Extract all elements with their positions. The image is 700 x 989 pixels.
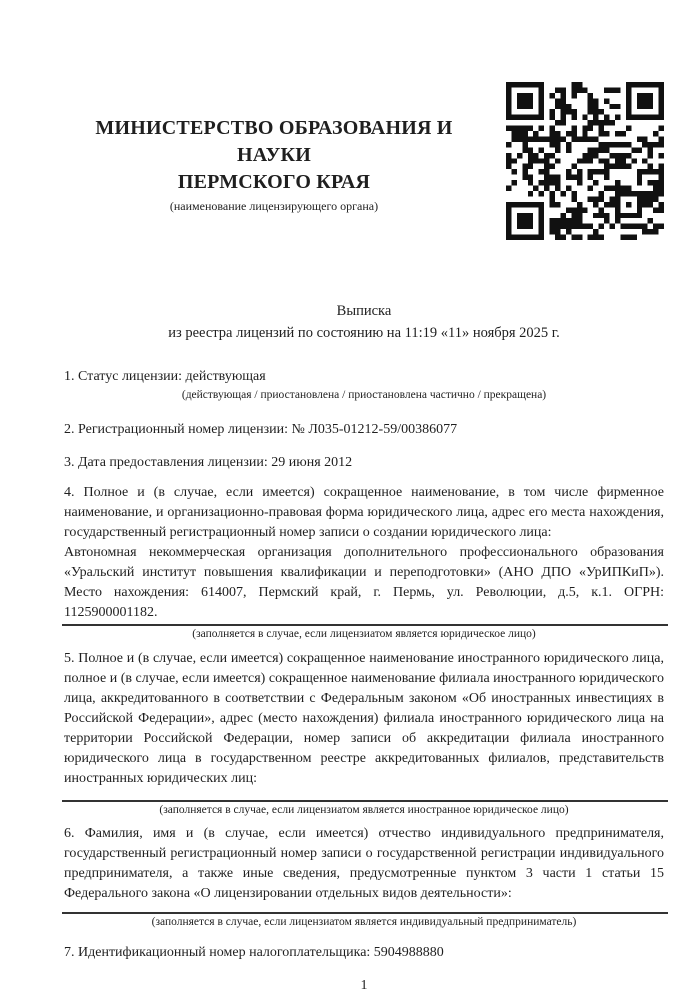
- item-6-entrepreneur-question: 6. Фамилия, имя и (в случае, если имеется) отчество индивидуального предпринимателя, государственный регистрационный номер записи о государственной регистрации индивидуального предпринимателя, а также иные сведения, предусмотренные пунктом 3 части 1 статьи 15 Федерального закона «О лицензировании отдельных видов деятельности»:: [64, 826, 664, 901]
- item-4-note: (заполняется в случае, если лицензиатом является юридическое лицо): [192, 628, 536, 640]
- item-1-license-status: 1. Статус лицензии: действующая: [64, 369, 266, 384]
- document-title-line2: из реестра лицензий по состоянию на 11:19 «11» ноября 2025 г.: [168, 325, 560, 341]
- authority-name-line2: ПЕРМСКОГО КРАЯ: [177, 170, 371, 193]
- item-2-registration-number: 2. Регистрационный номер лицензии: № Л035-01212-59/00386077: [64, 422, 458, 437]
- document-title: [64, 300, 664, 344]
- qr-code-icon: [506, 82, 664, 240]
- document-title-line1: Выписка: [336, 303, 392, 319]
- licensing-authority-block: [64, 115, 484, 214]
- item-4-legal-entity-answer: Автономная некоммерческая организация дополнительного профессионального образования «Уральский институт повышения квалификации и переподготовки» (АНО ДПО «УрИПКиП»). Место нахождения: 614007, Пермский край, г. Пермь, ул. Революции, д.5, к.1. ОГРН: 1125900001182.: [64, 545, 664, 620]
- item-5-foreign-entity-question: 5. Полное и (в случае, если имеется) сокращенное наименование иностранного юридического лица, полное и (в случае, если имеется) сокращенное наименование филиала иностранного юридического лица, аккредитованного в соответствии с Федеральным законом «Об иностранных инвестициях в Российской Федерации», адрес (место нахождения) филиала иностранного юридического лица на территории Российской Федерации, номер записи об аккредитации филиала иностранного юридического лица в государственном реестре аккредитованных филиалов, представительств иностранных юридических лиц:: [64, 651, 664, 786]
- authority-caption: (наименование лицензирующего органа): [169, 198, 379, 213]
- item-5-note: (заполняется в случае, если лицензиатом является иностранное юридическое лицо): [159, 804, 569, 816]
- document-header: [64, 82, 664, 240]
- item-7-taxpayer-id: 7. Идентификационный номер налогоплательщика: 5904988880: [64, 945, 444, 960]
- page-number: 1: [360, 978, 368, 989]
- item-4-legal-entity-question: 4. Полное и (в случае, если имеется) сокращенное наименование, в том числе фирменное наименование, и организационно-правовая форма юридического лица, адрес его места нахождения, государственный регистрационный номер записи о создании юридического лица:: [64, 485, 664, 540]
- authority-name-line1: МИНИСТЕРСТВО ОБРАЗОВАНИЯ И НАУКИ: [95, 116, 453, 166]
- item-3-grant-date: 3. Дата предоставления лицензии: 29 июня 2012: [64, 455, 353, 470]
- item-1-note: (действующая / приостановлена / приостановлена частично / прекращена): [181, 389, 547, 401]
- item-6-note: (заполняется в случае, если лицензиатом является индивидуальный предприниматель): [151, 916, 577, 928]
